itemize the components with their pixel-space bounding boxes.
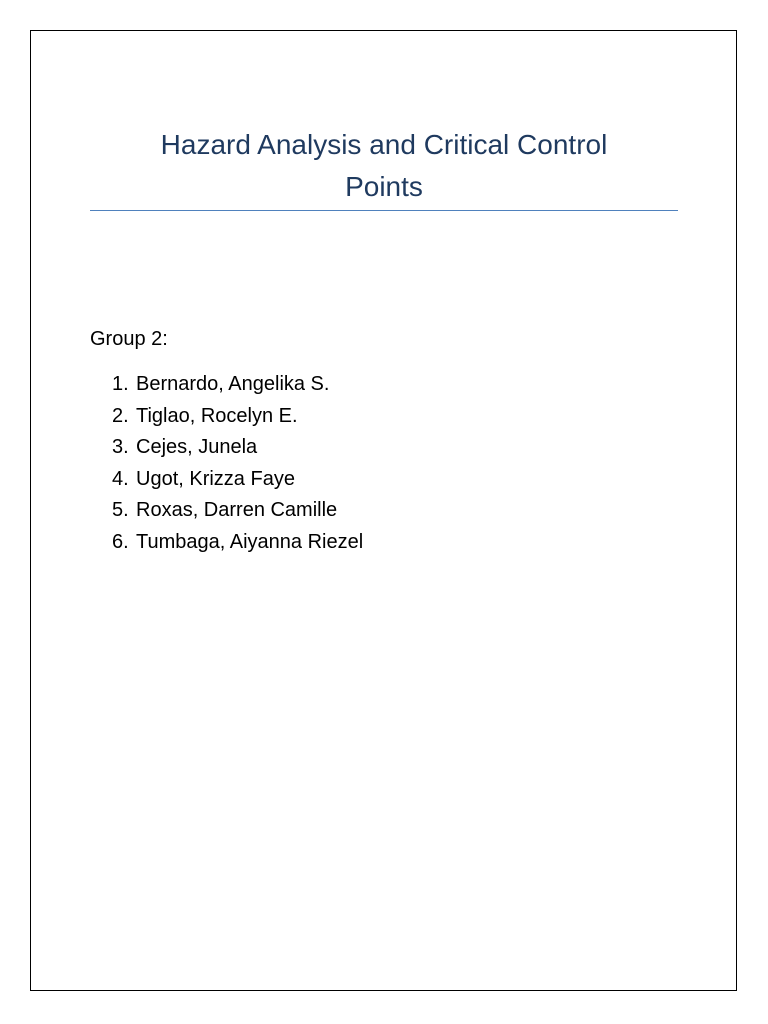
list-item-number: 6.	[112, 530, 129, 553]
member-list	[112, 369, 363, 558]
member-name: Ugot, Krizza Faye	[136, 467, 295, 490]
list-item-number: 1.	[112, 373, 129, 395]
member-name: Cejes, Junela	[136, 436, 258, 458]
member-name: Bernardo, Angelika S.	[136, 373, 330, 395]
list-item	[112, 369, 363, 401]
list-item	[112, 401, 363, 433]
list-item	[112, 464, 363, 496]
document-title-line-2: Points	[345, 171, 423, 202]
member-name: Tiglao, Rocelyn E.	[136, 404, 298, 427]
document-title-line-1: Hazard Analysis and Critical Control	[160, 129, 608, 160]
group-label: Group 2:	[90, 328, 168, 350]
member-name: Roxas, Darren Camille	[136, 499, 338, 521]
list-item-number: 3.	[112, 436, 129, 458]
list-item-number: 2.	[112, 404, 129, 427]
title-divider	[90, 210, 678, 211]
list-item	[112, 495, 363, 527]
list-item	[112, 432, 363, 464]
member-name: Tumbaga, Aiyanna Riezel	[136, 530, 364, 553]
list-item-number: 4.	[112, 467, 129, 490]
document-title	[90, 124, 678, 208]
list-item-number: 5.	[112, 499, 129, 521]
list-item	[112, 527, 363, 559]
